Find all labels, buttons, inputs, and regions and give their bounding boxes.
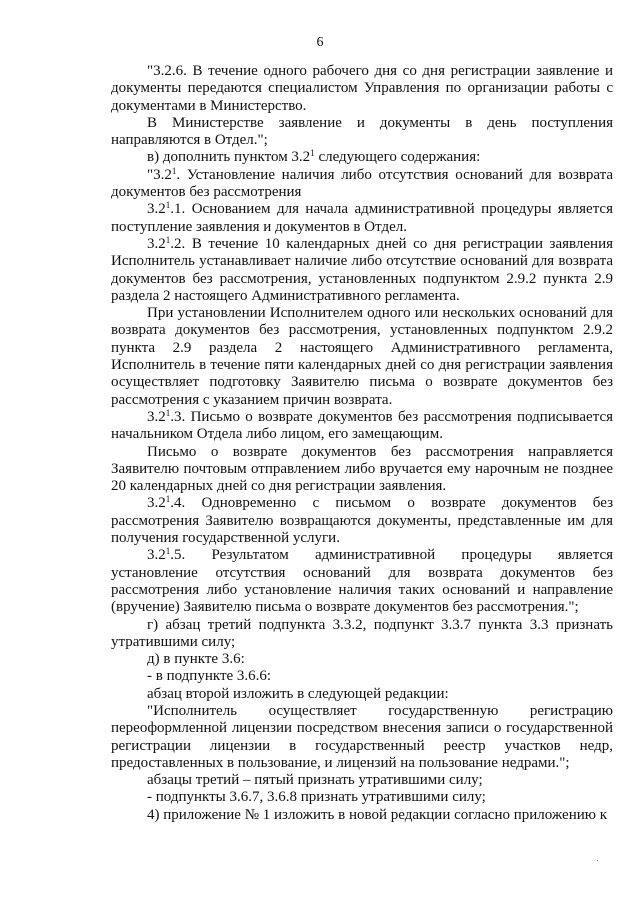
superscript: 1 bbox=[310, 148, 315, 159]
paragraph-text: .3. Письмо о возврате документов без рассмотрения подписывается начальником Отдела либо лицом, его замещающим. bbox=[111, 408, 613, 443]
paragraph bbox=[111, 686, 613, 703]
paragraph bbox=[111, 651, 613, 668]
paragraph-text: В Министерстве заявление и документы в день поступления направляются в Отдел."; bbox=[111, 114, 613, 149]
paragraph-text: - в подпункте 3.6.6: bbox=[147, 668, 272, 685]
paragraph bbox=[111, 115, 613, 150]
paragraph-text: 3.2 bbox=[147, 235, 166, 252]
paragraph-text: - подпункты 3.6.7, 3.6.8 признать утратившими силу; bbox=[147, 789, 486, 806]
paragraph-text: абзац второй изложить в следующей редакции: bbox=[147, 685, 449, 702]
paragraph bbox=[111, 236, 613, 305]
paragraph-text: При установлении Исполнителем одного или нескольких оснований для возврата документов без рассмотрения, установленных подпунктом 2.9.2 пункта 2.9 раздела 2 настоящего Административного регламента, Исполнитель в течение пяти календарных дней со дня регистрации заявления осуществляет подготовку Заявителю письма о возврате документов без рассмотрения с указанием причин возврата. bbox=[111, 305, 613, 408]
paragraph-text: Письмо о возврате документов без рассмотрения направляется Заявителю почтовым отправлением либо вручается ему нарочным не позднее 20 календарных дней со дня регистрации заявления. bbox=[111, 443, 613, 495]
paragraph-text: 3.2 bbox=[147, 408, 166, 425]
superscript: 1 bbox=[165, 234, 171, 245]
paragraph-text: абзацы третий – пятый признать утратившими силу; bbox=[147, 772, 483, 789]
paragraph bbox=[111, 167, 613, 202]
paragraph bbox=[111, 495, 613, 547]
paragraph bbox=[111, 305, 613, 409]
paragraph bbox=[111, 63, 613, 115]
paragraph bbox=[111, 807, 613, 824]
document-body bbox=[111, 63, 613, 824]
paragraph-text: д) в пункте 3.6: bbox=[147, 651, 245, 668]
paragraph bbox=[111, 201, 613, 236]
paragraph bbox=[111, 149, 613, 166]
superscript: 1 bbox=[165, 200, 171, 211]
superscript: 1 bbox=[165, 546, 171, 557]
paragraph bbox=[111, 789, 613, 806]
paragraph-text: г) абзац третий подпункта 3.3.2, подпункт 3.3.7 пункта 3.3 признать утратившими силу; bbox=[111, 616, 613, 650]
paragraph bbox=[111, 444, 613, 496]
superscript: 1 bbox=[165, 494, 171, 505]
paragraph bbox=[111, 547, 613, 616]
paragraph bbox=[111, 409, 613, 444]
paragraph-text: следующего содержания: bbox=[314, 149, 481, 166]
paragraph-text: .4. Одновременно с письмом о возврате документов без рассмотрения Заявителю возвращаются документы, представленные им для получения государственной услуги. bbox=[111, 495, 613, 547]
paragraph bbox=[111, 703, 613, 772]
paragraph-text: . Установление наличия либо отсутствия оснований для возврата документов без рассмотрения bbox=[111, 166, 613, 201]
paragraph-text: .5. Результатом административной процедуры является установление отсутствия оснований для возврата документов без рассмотрения либо установление наличия таких оснований и направление (вручение) Заявителю письма о возврате документов без рассмотрения."; bbox=[111, 547, 613, 616]
scan-speck bbox=[597, 860, 598, 861]
paragraph-text: 3.2 bbox=[147, 495, 166, 512]
paragraph bbox=[111, 617, 613, 652]
superscript: 1 bbox=[165, 407, 171, 418]
paragraph-text: "Исполнитель осуществляет государственную регистрацию переоформленной лицензии посредством внесения записи о государственной регистрации лицензии в государственный реестр участков недр, предоставленных в пользование, и лицензий на пользование недрами."; bbox=[111, 702, 613, 771]
paragraph bbox=[111, 772, 613, 789]
paragraph-text: .2. В течение 10 календарных дней со дня регистрации заявления Исполнитель устанавливает наличие либо отсутствие оснований для возврата документов без рассмотрения, установленных подпунктом 2.9.2 пункта 2.9 раздела 2 настоящего Административного регламента. bbox=[111, 235, 613, 304]
superscript: 1 bbox=[171, 165, 177, 176]
paragraph-text: .1. Основанием для начала административной процедуры является поступление заявления и документов в Отдел. bbox=[111, 201, 613, 235]
paragraph-text: "3.2.6. В течение одного рабочего дня со дня регистрации заявление и документы передаются специалистом Управления по организации работы с документами в Министерство. bbox=[111, 63, 613, 114]
paragraph-text: 4) приложение № 1 изложить в новой редакции согласно приложению к bbox=[147, 806, 608, 823]
paragraph-text: 3.2 bbox=[147, 547, 166, 564]
paragraph-text: "3.2 bbox=[147, 166, 172, 183]
paragraph-text: в) дополнить пунктом 3.2 bbox=[147, 149, 311, 166]
page-number: 6 bbox=[316, 35, 324, 50]
paragraph-text: 3.2 bbox=[147, 201, 166, 218]
paragraph bbox=[111, 668, 613, 685]
